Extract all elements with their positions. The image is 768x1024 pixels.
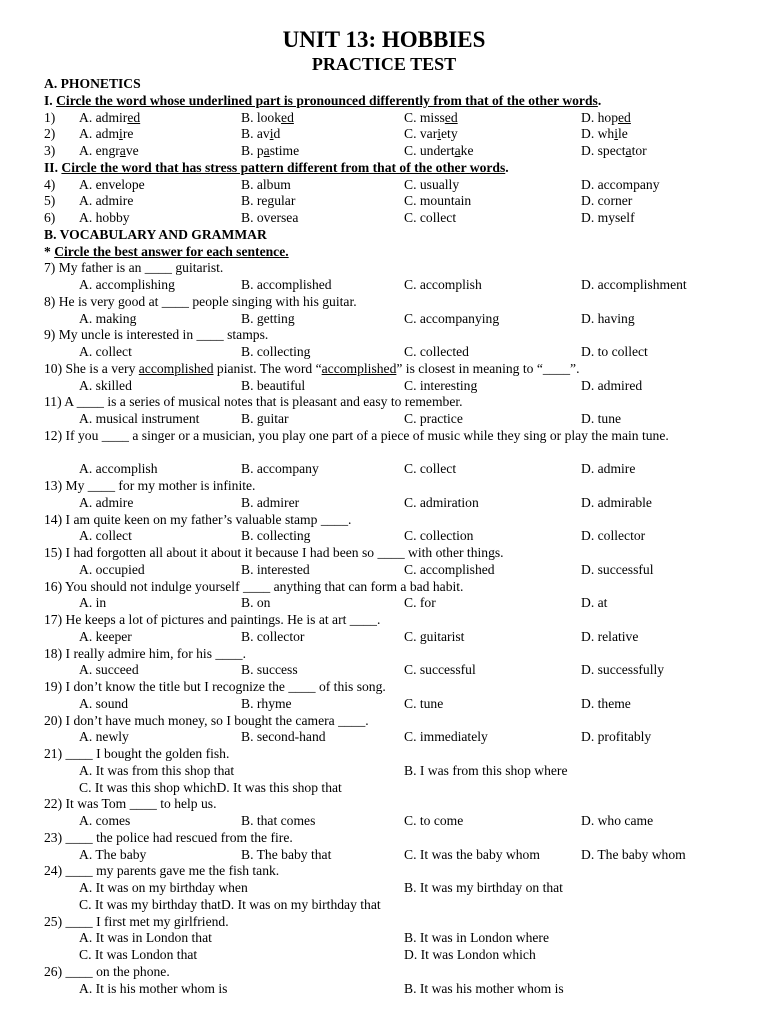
answer-option: C. accompanying (404, 310, 500, 326)
answer-option: D. profitably (581, 729, 652, 745)
instruction (44, 92, 760, 109)
answer-option: A. in (79, 595, 107, 611)
text-run: C. mountain (404, 193, 472, 209)
answer-option: D. admire (581, 461, 636, 477)
question-number: 5) (44, 193, 56, 209)
instruction-text: Circle the word that has stress pattern different from that of the other words (61, 159, 506, 175)
answer-option: B. The baby that (241, 846, 332, 862)
answer-option: B. admirer (241, 494, 300, 510)
question-text: 18) I really admire him, for his ____. (44, 645, 246, 661)
answer-option (79, 125, 133, 142)
answer-option: C. admiration (404, 494, 479, 510)
question-text: 8) He is very good at ____ people singing with his guitar. (44, 293, 357, 309)
answer-option: D. accomplishment (581, 277, 687, 292)
answer-option: A. accomplish (79, 461, 158, 477)
text-run: re (122, 126, 134, 142)
answer-option: A. succeed (79, 662, 139, 678)
answer-option: D. relative (581, 628, 639, 644)
text-run: ” is closest in meaning to “____”. (396, 360, 580, 376)
text-run: stime (269, 143, 300, 158)
underlined-part: a (263, 143, 270, 158)
underlined-part: ed (281, 109, 294, 125)
underlined-part: a (454, 143, 461, 158)
instruction-prefix: II. (44, 159, 62, 175)
answer-option: D. who came (581, 813, 654, 828)
text-run: A. adm (79, 126, 120, 142)
answer-option: C. It was the baby whom (404, 846, 540, 862)
answer-option: A. It was in London that (79, 930, 212, 946)
answer-option: A. accomplishing (79, 277, 175, 292)
question-text: 24) ____ my parents gave me the fish tank. (44, 863, 280, 879)
answer-option: A. making (79, 310, 137, 326)
answer-option: D. admirable (581, 494, 652, 510)
question-number: 4) (44, 176, 56, 192)
answer-option: A. It was on my birthday when (79, 880, 248, 895)
answer-option: C. practice (404, 411, 463, 426)
underlined-part: accomplished (138, 360, 214, 376)
answer-option: A. The baby (79, 846, 147, 862)
text-run: B. regular (241, 193, 296, 209)
instruction (44, 243, 760, 260)
answer-option: D. at (581, 595, 608, 611)
answer-option: B. beautiful (241, 377, 306, 393)
answer-option: B. accompany (241, 461, 319, 477)
unit-title: UNIT 13: HOBBIES (282, 27, 486, 52)
answer-option (404, 109, 458, 126)
question-text: 15) I had forgotten all about it about it because I had been so ____ with other things. (44, 545, 504, 560)
question-text: 11) A ____ is a series of musical notes that is pleasant and easy to remember. (44, 394, 463, 410)
underlined-part: a (625, 143, 632, 158)
question-text: 22) It was Tom ____ to help us. (44, 796, 217, 812)
answer-option: C. collection (404, 528, 474, 544)
answer-option: A. sound (79, 695, 129, 711)
question-text: 14) I am quite keen on my father’s valuable stamp ____. (44, 511, 352, 527)
answer-option: C. successful (404, 662, 476, 678)
underlined-part: i (269, 126, 274, 142)
question-text: 13) My ____ for my mother is infinite. (44, 478, 256, 493)
answer-option: C. for (404, 595, 436, 611)
text-run: ke (460, 143, 474, 158)
instruction-suffix: . (597, 92, 602, 108)
underlined-part: ed (618, 109, 631, 125)
text-run: 10) She is a very (44, 360, 139, 376)
answer-option (241, 209, 298, 226)
answer-option: C. collected (404, 344, 469, 359)
answer-option: B. It was my birthday on that (404, 880, 563, 895)
instruction-text: Circle the word whose underlined part is pronounced differently from that of the other words (56, 92, 598, 108)
question-text: 23) ____ the police had rescued from the fire. (44, 829, 293, 845)
answer-option (241, 176, 291, 193)
answer-option: A. comes (79, 813, 131, 828)
question-text: 16) You should not indulge yourself ____ anything that can form a bad habit. (44, 578, 464, 594)
instruction-prefix: I. (44, 92, 57, 108)
answer-option (404, 125, 458, 142)
answer-option (581, 142, 647, 159)
answer-option: C. to come (404, 813, 464, 828)
question-text (44, 360, 760, 377)
text-run: C. miss (404, 109, 445, 125)
text-run: C. usually (404, 176, 460, 192)
text-run: D. hop (581, 109, 619, 125)
instruction-suffix: . (505, 159, 509, 175)
answer-option (581, 109, 631, 126)
text-run: ve (125, 143, 139, 158)
text-run: A. admire (79, 193, 134, 209)
answer-option: D. successfully (581, 662, 665, 678)
instruction-text: Circle the best answer for each sentence. (54, 243, 289, 259)
answer-option: B. that comes (241, 813, 316, 828)
question-text: 25) ____ I first met my girlfriend. (44, 913, 229, 929)
answer-option (241, 109, 294, 126)
answer-option (581, 192, 632, 209)
answer-option: A. collect (79, 528, 132, 544)
answer-option: C. tune (404, 695, 444, 711)
answer-option: B. rhyme (241, 695, 292, 711)
answer-option (241, 125, 280, 142)
underlined-part: ed (444, 109, 458, 125)
text-run: D. spect (581, 143, 626, 158)
text-run: ety (441, 126, 458, 142)
answer-option: D. The baby whom (581, 846, 686, 862)
instruction (44, 159, 760, 176)
question-text: 17) He keeps a lot of pictures and paintings. He is at art ____. (44, 612, 381, 627)
answer-option (79, 209, 130, 226)
answer-option: D. collector (581, 528, 646, 544)
answer-option (79, 176, 145, 193)
text-run: D. wh (581, 126, 615, 142)
answer-option: B. guitar (241, 411, 289, 426)
text-run: B. oversea (241, 210, 299, 225)
answer-option (404, 192, 471, 209)
instruction-prefix: * (44, 243, 55, 259)
answer-option: B. collecting (241, 528, 311, 544)
answer-option: A. keeper (79, 628, 132, 644)
answer-option: C. accomplished (404, 561, 495, 577)
answer-option: A. It was from this shop that (79, 762, 235, 778)
answer-option: D. to collect (581, 344, 648, 359)
answer-option: B. I was from this shop where (404, 762, 568, 778)
question-number: 1) (44, 109, 56, 125)
question-text: 19) I don’t know the title but I recognize the ____ of this song. (44, 679, 386, 694)
test-subtitle: PRACTICE TEST (311, 54, 457, 74)
answer-option (404, 142, 473, 159)
answer-option: B. It was his mother whom is (404, 980, 564, 996)
text-run: pianist. The word “ (213, 360, 322, 376)
answer-option: B. collector (241, 628, 305, 644)
answer-option (581, 176, 660, 193)
text-run: B. album (241, 176, 291, 192)
answer-option (241, 192, 295, 209)
text-run: D. corner (581, 193, 633, 209)
underlined-part: ed (127, 109, 141, 125)
answer-option: A. admire (79, 494, 134, 510)
answer-option: A. newly (79, 729, 129, 745)
answer-option (79, 109, 140, 126)
answer-option: C. collect (404, 461, 457, 477)
text-run: C. collect (404, 210, 457, 225)
text-run: A. admir (79, 109, 128, 125)
answer-option: B. interested (241, 561, 310, 577)
underlined-part: i (119, 126, 123, 142)
answer-option: B. collecting (241, 344, 311, 359)
text-run: A. engr (79, 143, 120, 158)
text-run: A. hobby (79, 210, 130, 225)
text-run: B. look (241, 109, 282, 125)
answer-option: B. second-hand (241, 729, 326, 745)
answer-option: D. It was London which (404, 947, 536, 962)
answer-option: D. theme (581, 695, 631, 711)
underlined-part: i (614, 126, 619, 142)
question-text: 21) ____ I bought the golden fish. (44, 746, 230, 761)
answer-option (404, 209, 456, 226)
question-text: 7) My father is an ____ guitarist. (44, 260, 224, 276)
answer-option: D. tune (581, 411, 622, 426)
text-run: le (618, 126, 628, 142)
text-run: A. envelope (79, 176, 145, 192)
underlined-part: a (119, 143, 126, 158)
answer-option: D. having (581, 310, 635, 326)
answer-option: A. musical instrument (79, 411, 200, 426)
section-heading: B. VOCABULARY AND GRAMMAR (44, 226, 267, 242)
question-number: 2) (44, 126, 56, 142)
text-run: C. var (404, 126, 438, 142)
question-number: 3) (44, 143, 56, 158)
answer-option (79, 142, 139, 159)
answer-option: B. success (241, 662, 298, 678)
answer-option (581, 125, 628, 142)
answer-option: C. interesting (404, 377, 478, 393)
text-run: B. p (241, 143, 264, 158)
text-run: tor (631, 143, 647, 158)
answer-option: C. immediately (404, 729, 488, 745)
question-number: 6) (44, 210, 56, 225)
text-run: B. av (241, 126, 270, 142)
question-text: 12) If you ____ a singer or a musician, you play one part of a piece of music while they sing or play the main tune. (44, 427, 669, 443)
answer-option (241, 142, 299, 159)
text-run: d (273, 126, 281, 142)
text-run: D. accompany (581, 176, 660, 192)
answer-option (404, 176, 459, 193)
underlined-part: i (437, 126, 442, 142)
answer-option (79, 192, 133, 209)
question-text: 20) I don’t have much money, so I bought the camera ____. (44, 712, 369, 728)
answer-option: B. accomplished (241, 277, 332, 292)
answer-option: C. It was my birthday thatD. It was on my birthday that (79, 896, 381, 912)
answer-option: A. collect (79, 344, 132, 359)
section-heading: A. PHONETICS (44, 76, 141, 91)
answer-option: D. successful (581, 561, 654, 577)
answer-option (581, 209, 635, 226)
text-run: C. undert (404, 143, 455, 158)
question-text: 26) ____ on the phone. (44, 963, 170, 979)
answer-option: B. on (241, 595, 271, 611)
underlined-part: accomplished (321, 360, 397, 376)
answer-option: C. accomplish (404, 277, 482, 292)
text-run: D. myself (581, 210, 635, 225)
answer-option: C. It was London that (79, 947, 198, 962)
answer-option: D. admired (581, 377, 643, 393)
answer-option: A. occupied (79, 561, 145, 577)
answer-option: C. guitarist (404, 628, 465, 644)
answer-option: B. getting (241, 310, 295, 326)
question-text: 9) My uncle is interested in ____ stamps. (44, 327, 269, 343)
answer-option: A. It is his mother whom is (79, 980, 228, 996)
answer-option: B. It was in London where (404, 930, 549, 946)
answer-option: A. skilled (79, 377, 132, 393)
answer-option: C. It was this shop whichD. It was this shop that (79, 779, 342, 795)
